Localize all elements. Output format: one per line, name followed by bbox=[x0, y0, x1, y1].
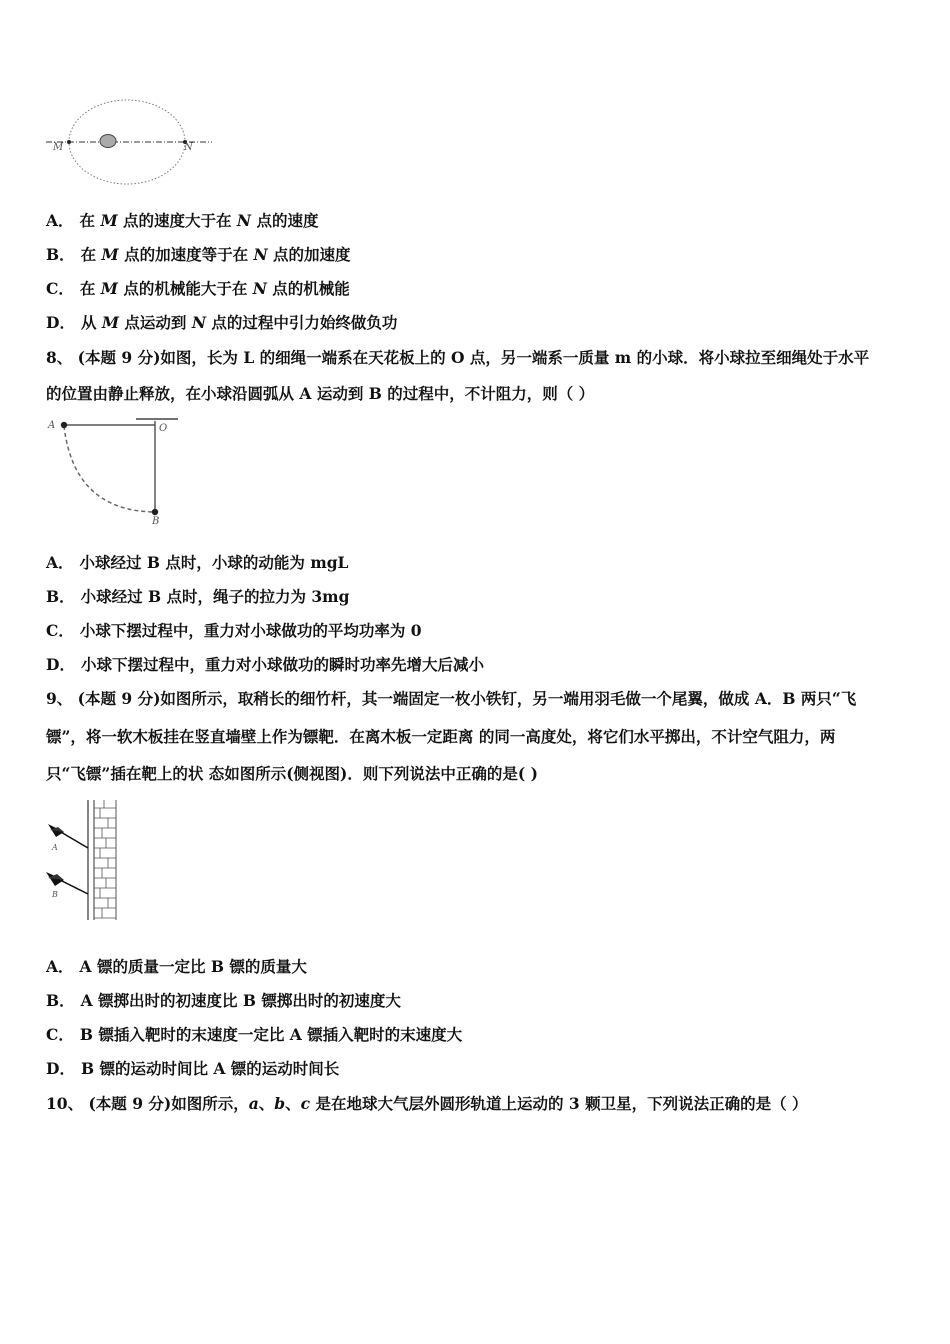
q9-option-b: B． A 镖掷出时的初速度比 B 镖掷出时的初速度大 bbox=[46, 991, 401, 1010]
q9-stem-line-1: 9、 (本题 9 分)如图所示，取稍长的细竹杆，其一端固定一枚小铁钉，另一端用羽毛做一个尾翼，做成 A．B 两只“飞 bbox=[46, 689, 857, 708]
q7-option-a: A． 在 M 点的速度大于在 N 点的速度 bbox=[46, 211, 319, 230]
brick-wall bbox=[88, 800, 116, 920]
q8-option-a: A． 小球经过 B 点时，小球的动能为 mgL bbox=[46, 553, 349, 572]
orbit-figure bbox=[44, 96, 216, 188]
q7-option-b: B． 在 M 点的加速度等于在 N 点的加速度 bbox=[46, 245, 351, 264]
q10-stem: 10、 (本题 9 分)如图所示，a、b、c 是在地球大气层外圆形轨道上运动的 3 颗卫星，下列说法正确的是（ ） bbox=[46, 1094, 808, 1113]
q9-option-a: A． A 镖的质量一定比 B 镖的质量大 bbox=[46, 957, 307, 976]
swing-arc bbox=[64, 426, 155, 512]
label-b: B bbox=[52, 890, 58, 899]
point-m-dot bbox=[67, 140, 71, 144]
label-b: B bbox=[152, 516, 160, 527]
ball-a bbox=[61, 422, 67, 428]
point-n-label: N bbox=[184, 142, 193, 153]
pendulum-figure bbox=[44, 416, 184, 528]
q8-option-c: C． 小球下摆过程中，重力对小球做功的平均功率为 0 bbox=[46, 621, 422, 640]
label-a: A bbox=[52, 843, 58, 852]
label-o: O bbox=[159, 423, 168, 434]
darts-figure bbox=[44, 798, 124, 924]
q8-stem-line-1: 8、 (本题 9 分)如图，长为 L 的细绳一端系在天花板上的 O 点，另一端系一质量 m 的小球．将小球拉至细绳处于水平 bbox=[46, 348, 870, 367]
ball-b bbox=[152, 509, 158, 515]
q9-stem-line-2: 镖”，将一软木板挂在竖直墙壁上作为镖靶．在离木板一定距离 的同一高度处，将它们水平掷出，不计空气阻力，两 bbox=[46, 727, 836, 746]
planet bbox=[100, 135, 116, 148]
q7-option-c: C． 在 M 点的机械能大于在 N 点的机械能 bbox=[46, 279, 350, 298]
q7-option-d: D． 从 M 点运动到 N 点的过程中引力始终做负功 bbox=[46, 313, 398, 332]
q9-option-d: D． B 镖的运动时间比 A 镖的运动时间长 bbox=[46, 1059, 340, 1078]
q9-option-c: C． B 镖插入靶时的末速度一定比 A 镖插入靶时的末速度大 bbox=[46, 1025, 463, 1044]
point-m-label: M bbox=[53, 142, 64, 153]
label-a: A bbox=[48, 420, 56, 431]
q9-stem-line-3: 只“飞镖”插在靶上的状 态如图所示(侧视图)．则下列说法中正确的是( ) bbox=[46, 764, 538, 783]
q8-stem-line-2: 的位置由静止释放，在小球沿圆弧从 A 运动到 B 的过程中，不计阻力，则（ ） bbox=[46, 384, 595, 403]
q8-option-d: D． 小球下摆过程中，重力对小球做功的瞬时功率先增大后减小 bbox=[46, 655, 484, 674]
q8-option-b: B． 小球经过 B 点时，绳子的拉力为 3mg bbox=[46, 587, 350, 606]
